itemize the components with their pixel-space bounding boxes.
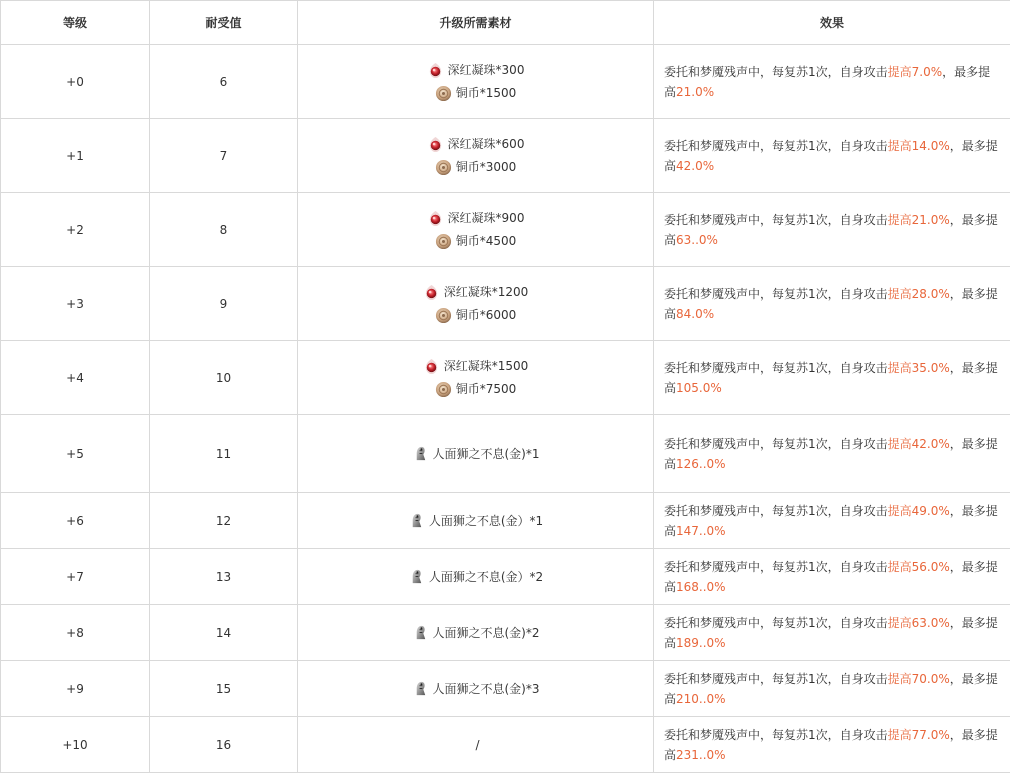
level-cell: +5 bbox=[1, 415, 150, 493]
table-row bbox=[1, 341, 1010, 415]
materials-cell bbox=[298, 45, 654, 119]
material-item bbox=[298, 62, 653, 79]
sphinx-statue-icon bbox=[412, 445, 429, 462]
material-label: 铜币*4500 bbox=[455, 234, 517, 248]
level-cell: +9 bbox=[1, 661, 150, 717]
material-item bbox=[298, 680, 653, 697]
material-item bbox=[298, 624, 653, 641]
attack-increase: 提高49.0% bbox=[887, 503, 950, 518]
effect-mid: ，最多提高 bbox=[664, 503, 998, 538]
attack-increase: 提高70.0% bbox=[887, 671, 950, 686]
tolerance-cell: 7 bbox=[150, 119, 298, 193]
max-increase: 21.0% bbox=[676, 84, 715, 99]
effect-cell bbox=[654, 717, 1010, 773]
level-cell: +2 bbox=[1, 193, 150, 267]
attack-increase: 提高14.0% bbox=[887, 138, 950, 153]
table-row bbox=[1, 267, 1010, 341]
crimson-bead-icon bbox=[427, 136, 444, 153]
tolerance-cell: 16 bbox=[150, 717, 298, 773]
effect-prefix: 委托和梦魇残声中，每复苏1次，自身攻击 bbox=[664, 559, 888, 574]
crimson-bead-icon bbox=[423, 358, 440, 375]
table-row bbox=[1, 493, 1010, 549]
attack-increase: 提高63.0% bbox=[887, 615, 950, 630]
materials-cell bbox=[298, 341, 654, 415]
tolerance-cell: 10 bbox=[150, 341, 298, 415]
materials-cell bbox=[298, 119, 654, 193]
materials-cell bbox=[298, 661, 654, 717]
table-row bbox=[1, 549, 1010, 605]
header-effect: 效果 bbox=[654, 1, 1010, 45]
effect-mid: ，最多提高 bbox=[664, 138, 998, 173]
material-label: 深红凝珠*1500 bbox=[443, 359, 529, 373]
material-item bbox=[298, 445, 653, 462]
copper-coin-icon bbox=[435, 381, 452, 398]
material-item bbox=[298, 210, 653, 227]
max-increase: 189..0% bbox=[676, 635, 726, 650]
material-item bbox=[298, 136, 653, 153]
sphinx-statue-icon bbox=[408, 568, 425, 585]
attack-increase: 提高35.0% bbox=[887, 360, 950, 375]
sphinx-statue-icon bbox=[408, 512, 425, 529]
material-label: / bbox=[475, 737, 480, 752]
attack-increase: 提高21.0% bbox=[887, 212, 950, 227]
table-row bbox=[1, 415, 1010, 493]
attack-increase: 提高56.0% bbox=[887, 559, 950, 574]
level-cell: +10 bbox=[1, 717, 150, 773]
tolerance-cell: 8 bbox=[150, 193, 298, 267]
copper-coin-icon bbox=[435, 233, 452, 250]
effect-mid: ，最多提高 bbox=[664, 64, 991, 99]
effect-prefix: 委托和梦魇残声中，每复苏1次，自身攻击 bbox=[664, 360, 888, 375]
effect-prefix: 委托和梦魇残声中，每复苏1次，自身攻击 bbox=[664, 615, 888, 630]
copper-coin-icon bbox=[435, 159, 452, 176]
max-increase: 231..0% bbox=[676, 747, 726, 762]
material-label: 深红凝珠*300 bbox=[447, 63, 525, 77]
max-increase: 42.0% bbox=[676, 158, 715, 173]
effect-cell bbox=[654, 193, 1010, 267]
level-cell: +4 bbox=[1, 341, 150, 415]
material-item bbox=[298, 512, 653, 529]
tolerance-cell: 11 bbox=[150, 415, 298, 493]
materials-cell bbox=[298, 549, 654, 605]
attack-increase: 提高42.0% bbox=[887, 436, 950, 451]
effect-prefix: 委托和梦魇残声中，每复苏1次，自身攻击 bbox=[664, 436, 888, 451]
table-row bbox=[1, 661, 1010, 717]
table-row bbox=[1, 45, 1010, 119]
effect-mid: ，最多提高 bbox=[664, 615, 998, 650]
tolerance-cell: 14 bbox=[150, 605, 298, 661]
material-item bbox=[298, 159, 653, 176]
effect-cell bbox=[654, 119, 1010, 193]
max-increase: 105.0% bbox=[676, 380, 722, 395]
tolerance-cell: 15 bbox=[150, 661, 298, 717]
material-label: 铜币*6000 bbox=[455, 308, 517, 322]
effect-mid: ，最多提高 bbox=[664, 671, 998, 706]
table-row bbox=[1, 605, 1010, 661]
material-label: 深红凝珠*1200 bbox=[443, 285, 529, 299]
effect-prefix: 委托和梦魇残声中，每复苏1次，自身攻击 bbox=[664, 671, 888, 686]
effect-cell bbox=[654, 549, 1010, 605]
crimson-bead-icon bbox=[427, 210, 444, 227]
attack-increase: 提高77.0% bbox=[887, 727, 950, 742]
effect-mid: ，最多提高 bbox=[664, 559, 998, 594]
level-cell: +1 bbox=[1, 119, 150, 193]
material-label: 人面狮之不息(金）*1 bbox=[428, 513, 544, 528]
material-label: 铜币*1500 bbox=[455, 86, 517, 100]
materials-cell bbox=[298, 415, 654, 493]
effect-mid: ，最多提高 bbox=[664, 212, 998, 247]
material-label: 铜币*3000 bbox=[455, 160, 517, 174]
effect-cell bbox=[654, 415, 1010, 493]
tolerance-cell: 12 bbox=[150, 493, 298, 549]
table-row bbox=[1, 119, 1010, 193]
sphinx-statue-icon bbox=[412, 624, 429, 641]
crimson-bead-icon bbox=[427, 62, 444, 79]
material-item bbox=[298, 381, 653, 398]
materials-cell bbox=[298, 493, 654, 549]
effect-prefix: 委托和梦魇残声中，每复苏1次，自身攻击 bbox=[664, 212, 888, 227]
copper-coin-icon bbox=[435, 307, 452, 324]
effect-mid: ，最多提高 bbox=[664, 360, 998, 395]
effect-cell bbox=[654, 267, 1010, 341]
max-increase: 210..0% bbox=[676, 691, 726, 706]
effect-prefix: 委托和梦魇残声中，每复苏1次，自身攻击 bbox=[664, 503, 888, 518]
material-item bbox=[298, 737, 653, 753]
level-cell: +3 bbox=[1, 267, 150, 341]
header-materials: 升级所需素材 bbox=[298, 1, 654, 45]
material-label: 深红凝珠*900 bbox=[447, 211, 525, 225]
material-item bbox=[298, 284, 653, 301]
material-label: 深红凝珠*600 bbox=[447, 137, 525, 151]
table-row bbox=[1, 193, 1010, 267]
max-increase: 84.0% bbox=[676, 306, 715, 321]
sphinx-statue-icon bbox=[412, 680, 429, 697]
effect-cell bbox=[654, 45, 1010, 119]
effect-cell bbox=[654, 493, 1010, 549]
tolerance-cell: 9 bbox=[150, 267, 298, 341]
effect-mid: ，最多提高 bbox=[664, 436, 998, 471]
level-cell: +7 bbox=[1, 549, 150, 605]
effect-prefix: 委托和梦魇残声中，每复苏1次，自身攻击 bbox=[664, 138, 888, 153]
material-label: 铜币*7500 bbox=[455, 382, 517, 396]
material-item bbox=[298, 568, 653, 585]
table-header-row bbox=[1, 1, 1010, 45]
level-cell: +6 bbox=[1, 493, 150, 549]
effect-prefix: 委托和梦魇残声中，每复苏1次，自身攻击 bbox=[664, 727, 888, 742]
materials-cell bbox=[298, 605, 654, 661]
effect-prefix: 委托和梦魇残声中，每复苏1次，自身攻击 bbox=[664, 64, 888, 79]
effect-cell bbox=[654, 661, 1010, 717]
effect-mid: ，最多提高 bbox=[664, 727, 998, 762]
effect-mid: ，最多提高 bbox=[664, 286, 998, 321]
materials-cell bbox=[298, 193, 654, 267]
header-tolerance: 耐受值 bbox=[150, 1, 298, 45]
table-row bbox=[1, 717, 1010, 773]
material-item bbox=[298, 85, 653, 102]
materials-cell bbox=[298, 267, 654, 341]
material-label: 人面狮之不息(金)*3 bbox=[432, 681, 540, 696]
max-increase: 147..0% bbox=[676, 523, 726, 538]
material-label: 人面狮之不息(金)*2 bbox=[432, 625, 540, 640]
material-label: 人面狮之不息(金）*2 bbox=[428, 569, 544, 584]
max-increase: 63..0% bbox=[676, 232, 718, 247]
material-item bbox=[298, 307, 653, 324]
effect-cell bbox=[654, 341, 1010, 415]
materials-cell bbox=[298, 717, 654, 773]
header-level: 等级 bbox=[1, 1, 150, 45]
attack-increase: 提高28.0% bbox=[887, 286, 950, 301]
material-item bbox=[298, 358, 653, 375]
material-label: 人面狮之不息(金)*1 bbox=[432, 446, 540, 461]
material-item bbox=[298, 233, 653, 250]
attack-increase: 提高7.0% bbox=[887, 64, 943, 79]
tolerance-cell: 6 bbox=[150, 45, 298, 119]
max-increase: 168..0% bbox=[676, 579, 726, 594]
max-increase: 126..0% bbox=[676, 456, 726, 471]
level-cell: +8 bbox=[1, 605, 150, 661]
tolerance-cell: 13 bbox=[150, 549, 298, 605]
level-cell: +0 bbox=[1, 45, 150, 119]
effect-cell bbox=[654, 605, 1010, 661]
effect-prefix: 委托和梦魇残声中，每复苏1次，自身攻击 bbox=[664, 286, 888, 301]
crimson-bead-icon bbox=[423, 284, 440, 301]
copper-coin-icon bbox=[435, 85, 452, 102]
